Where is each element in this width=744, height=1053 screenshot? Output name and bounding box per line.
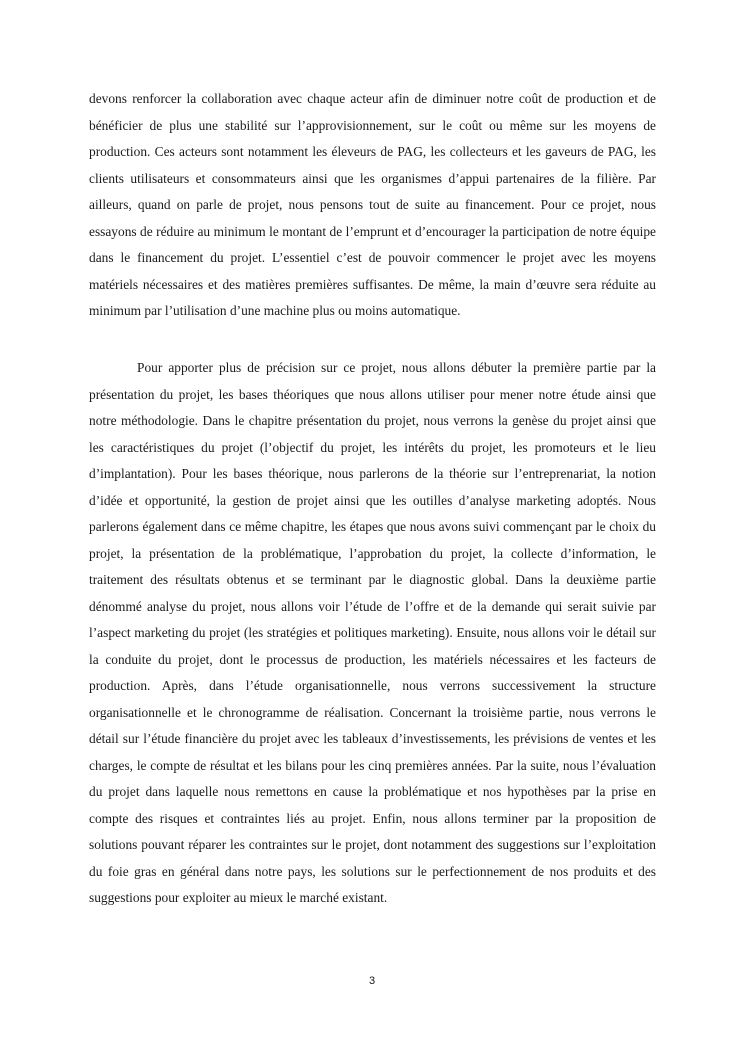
body-paragraph-continuation (89, 86, 656, 325)
body-paragraph-introduction-plan (89, 355, 656, 912)
page-number: 3 (368, 975, 376, 987)
paragraph-text: devons renforcer la collaboration avec chaque acteur afin de diminuer notre coût de production et de bénéficier de plus une stabilité sur l’approvisionnement, sur le coût ou même sur les moyens de production. Ces acteurs sont notamment les éleveurs de PAG, les collecteurs et les gaveurs de PAG, les clients utilisateurs et consommateurs ainsi que les organismes d’appui partenaires de la filière. Par ailleurs, quand on parle de projet, nous pensons tout de suite au financement. Pour ce projet, nous essayons de réduire au minimum le montant de l’emprunt et d’encourager la participation de notre équipe dans le financement du projet. L’essentiel c’est de pouvoir commencer le projet avec les moyens matériels nécessaires et des matières premières suffisantes. De même, la main d’œuvre sera réduite au minimum par l’utilisation d’une machine plus ou moins automatique. (89, 91, 656, 318)
paragraph-text: Pour apporter plus de précision sur ce projet, nous allons débuter la première partie par la présentation du projet, les bases théoriques que nous allons utiliser pour mener notre étude ainsi que notre méthodologie. Dans le chapitre présentation du projet, nous verrons la genèse du projet ainsi que les caractéristiques du projet (l’objectif du projet, les intérêts du projet, les promoteurs et le lieu d’implantation). Pour les bases théorique, nous parlerons de la théorie sur l’entreprenariat, la notion d’idée et opportunité, la gestion de projet ainsi que les outilles d’analyse marketing adoptés. Nous parlerons également dans ce même chapitre, les étapes que nous avons suivi commençant par le choix du projet, la présentation de la problématique, l’approbation du projet, la collecte d’information, le traitement des résultats obtenus et se terminant par le diagnostic global. Dans la deuxième partie dénommé analyse du projet, nous allons voir l’étude de l’offre et de la demande qui serait suivie par l’aspect marketing du projet (les stratégies et politiques marketing). Ensuite, nous allons voir le détail sur la conduite du projet, dont le processus de production, les matériels nécessaires et les facteurs de production. Après, dans l’étude organisationnelle, nous verrons successivement la structure organisationnelle et le chronogramme de réalisation. Concernant la troisième partie, nous verrons le détail sur l’étude financière du projet avec les tableaux d’investissements, les prévisions de ventes et les charges, le compte de résultat et les bilans pour les cinq premières années. Par la suite, nous l’évaluation du projet dans laquelle nous remettons en cause la problématique et nos hypothèses par la prise en compte des risques et contraintes liés au projet. Enfin, nous allons terminer par la proposition de solutions pouvant réparer les contraintes sur le projet, dont notamment des suggestions sur l’exploitation du foie gras en général dans notre pays, les solutions sur le perfectionnement de nos produits et des suggestions pour exploiter au mieux le marché existant. (89, 360, 656, 905)
